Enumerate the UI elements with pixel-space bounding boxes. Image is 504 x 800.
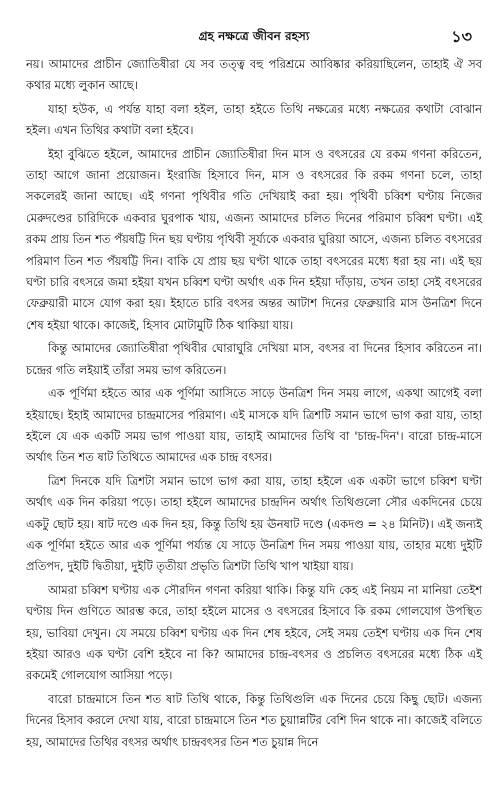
- body-text: [26, 54, 482, 753]
- paragraph: ইহা বুঝিতে হইলে, আমাদের প্রাচীন জ্যোতিষীরা দিন মাস ও বৎসরের যে রকম গণনা করিতেন, তাহা আগে জানা প্রয়োজন। ইংরাজি হিসাবে দিন, মাস ও বৎসরের কি রকম গণনা চলে, তাহা সকলেরই জানা আছে। এই গণনা পৃথিবীর গতি দেখিয়াই করা হয়। পৃথিবী চব্বিশ ঘণ্টায় নিজের মেরুদণ্ডের চারিদিকে একবার ঘুরপাক খায়, এজন্য আমাদের চলিত দিনের পরিমাণ চব্বিশ ঘণ্টা। এই রকম প্রায় তিন শত পঁয়ষট্টি দিন ছয় ঘণ্টায় পৃথিবী সূর্য্যকে একবার ঘুরিয়া আসে, এজন্য চলিত বৎসরের পরিমাণ তিন শত পঁয়ষট্টি দিন। বাকি যে প্রায় ছয় ঘণ্টা থাকে তাহা বৎসরের মধ্যে ধরা হয় না। এই ছয় ঘণ্টা চারি বৎসরে জমা হইয়া যখন চব্বিশ ঘণ্টা অর্থাৎ এক দিন হইয়া দাঁড়ায়, তখন তাহা সেই বৎসরের ফেব্রুয়ারী মাসে যোগ করা হয়। ইহাতে চারি বৎসর অন্তর আটাশ দিনের ফেব্রুয়ারি মাস উনত্রিশ দিনে শেষ হইয়া থাকে। কাজেই, হিসাব মোটামুটি ঠিক থাকিয়া যায়।: [26, 146, 482, 332]
- paragraph: ত্রিশ দিনকে যদি ত্রিশটা সমান ভাগে ভাগ করা যায়, তাহা হইলে এক একটা ভাগে চব্বিশ ঘণ্টা অর্থাৎ এক দিন করিয়া পড়ে। তাহা হইলে আমাদের চান্দ্রদিন অর্থাৎ তিথিগুলো সৌর একদিনের চেয়ে একটু ছোট হয়। ষাট দণ্ডে এক দিন হয়, কিন্তু তিথি হয় ঊনষাট দণ্ডে (একদণ্ড = ২৪ মিনিট)। এই জন্যই এক পূর্ণিমা হইতে আর এক পূর্ণিমা পর্য্যন্ত যে সাড়ে উনত্রিশ দিন সময় পাওয়া যায়, তাহার মধ্যে দুইটি প্রতিপদ, দুইটি দ্বিতীয়া, দুইটি তৃতীয়া প্রভৃতি ত্রিশটা তিথি খাপ খাইয়া যায়।: [26, 473, 482, 574]
- page-header: [26, 22, 482, 54]
- paragraph: বারো চান্দ্রমাসে তিন শত ষাট তিথি থাকে, কিন্তু তিথিগুলি এক দিনের চেয়ে কিছু ছোট। এজন্য দিনের হিসাব করলে দেখা যায়, বারো চান্দ্রমাসে তিন শত চুয়াান্নটির বেশি দিন থাকে না। কাজেই বলিতে হয়, আমাদের তিথির বৎসর অর্থাৎ চান্দ্রবৎসর তিন শত চুয়ান্ন দিনে: [26, 691, 482, 749]
- running-title: গ্রহ নক্ষত্রে জীবন রহস্য: [198, 29, 310, 43]
- paragraph: নয়। আমাদের প্রাচীন জ্যোতিষীরা যে সব তত্ত্ব বহু পরিশ্রমে আবিষ্কার করিয়াছিলেন, তাহাই ঐ সব কথার মধ্যে লুকান আছে।: [26, 57, 482, 93]
- paragraph: এক পূর্ণিমা হইতে আর এক পূর্ণিমা আসিতে সাড়ে উনত্রিশ দিন সময় লাগে, একথা আগেই বলা হইয়াছে। ইহাই আমাদের চান্দ্রমাসের পরিমাণ। এই মাসকে যদি ত্রিশটি সমান ভাগে ভাগ করা যায়, তাহা হইলে যে এক একটি সময় ভাগ পাওয়া যায়, তাহাই আমাদের তিথি বা 'চান্দ্র-দিন'। বারো চান্দ্র-মাসে অর্থাৎ তিন শত ষাট তিথিতে আমাদের এক চান্দ্র বৎসর।: [26, 386, 482, 465]
- page-number: ১৩: [451, 27, 472, 46]
- paragraph: কিন্তু আমাদের জ্যোতিষীরা পৃথিবীর ঘোরাঘুরি দেখিয়া মাস, বৎসর বা দিনের হিসাব করিতেন না। চন্দ্রের গতি লইয়াই তাঁরা সময় ভাগ করিতেন।: [26, 341, 482, 377]
- paragraph: আমরা চব্বিশ ঘণ্টায় এক সৌরদিন গণনা করিয়া থাকি। কিন্তু যদি কেহ এই নিয়ম না মানিয়া তেইশ ঘণ্টায় দিন গুণিতে আরম্ভ করে, তাহা হইলে মাসের ও বৎসরের হিসাবে কি রকম গোলযোগ উপস্থিত হয়, ভাবিয়া দেখুন। যে সময়ে চব্বিশ ঘণ্টায় এক দিন শেষ হইবে, সেই সময় তেইশ ঘণ্টায় এক দিন শেষ হইয়া আরও এক ঘণ্টা বেশি হইবে না কি? আমাদের চান্দ্র-বৎসর ও প্রচলিত বৎসরের মধ্যে ঠিক এই রকমেই গোলযোগ আসিয়া পড়ে।: [26, 582, 482, 683]
- paragraph: যাহা হউক, এ পর্যন্ত যাহা বলা হইল, তাহা হইতে তিথি নক্ষত্রের মধ্যে নক্ষত্রের কথাটা বোঝান হইল। এখন তিথির কথাটা বলা হইবে।: [26, 101, 482, 138]
